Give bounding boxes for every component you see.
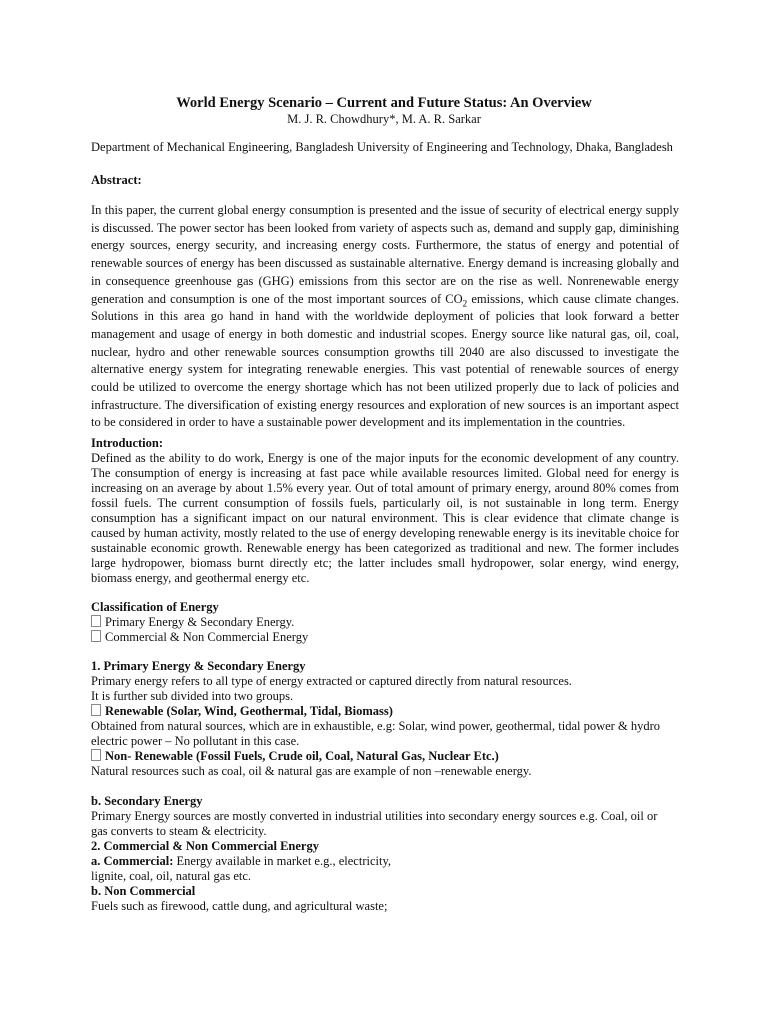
section-line: Natural resources such as coal, oil & natural gas are example of non –renewable energy. <box>91 764 532 778</box>
section-line: electric power – No pollutant in this case. <box>91 734 300 748</box>
checkbox-glyph-icon <box>91 615 101 627</box>
classification-heading: Classification of Energy <box>91 600 219 614</box>
section-heading: 1. Primary Energy & Secondary Energy <box>91 659 306 673</box>
classification-section <box>91 600 679 645</box>
primary-secondary-section <box>91 659 679 779</box>
section-line: Obtained from natural sources, which are in exhaustible, e.g: Solar, wind power, geothermal, tidal power & hydro <box>91 719 660 733</box>
secondary-energy-section <box>91 794 679 914</box>
classification-item: Commercial & Non Commercial Energy <box>91 630 679 645</box>
abstract-text-part2: emissions, which cause climate changes. Solutions in this area go hand in hand with the worldwide deployment of policies that look forward a better management and usage of energy in both domestic and industrial scopes. Energy source like natural gas, oil, coal, nuclear, hydro and other renewable sources consumption growths till 2040 are also discussed to investigate the alternative energy system for integrating renewable energies. This vast potential of renewable sources of energy could be utilized to overcome the energy shortage which has not been utilized properly due to lack of policies and infrastructure. The diversification of existing energy resources and exploration of new sources is an important aspect to be considered in order to have a sustainable power development and its implementation in the countries. <box>91 291 679 430</box>
section-line: It is further sub divided into two groups. <box>91 689 294 703</box>
section-heading: b. Secondary Energy <box>91 794 203 808</box>
section-heading: 2. Commercial & Non Commercial Energy <box>91 839 319 853</box>
abstract-body <box>91 202 679 432</box>
abstract-heading: Abstract: <box>91 173 142 187</box>
nonrenewable-heading: Non- Renewable (Fossil Fuels, Crude oil, Coal, Natural Gas, Nuclear Etc.) <box>91 749 679 764</box>
abstract-text-part1: In this paper, the current global energy consumption is presented and the issue of security of electrical energy supply is discussed. The power sector has been looked from variety of aspects such as, demand and supply gap, diminishing energy sources, energy security, and increasing energy costs. Furthermore, the status of energy and potential of renewable sources of energy has been discussed as sustainable alternative. Energy demand is increasing globally and in consequence greenhouse gas (GHG) emissions from this sector are on the rise as well. Nonrenewable energy generation and consumption is one of the most important sources of CO <box>91 203 679 306</box>
section-line: Primary Energy sources are mostly converted in industrial utilities into secondary energy sources e.g. Coal, oil or <box>91 809 658 823</box>
section-heading: b. Non Commercial <box>91 884 196 898</box>
checkbox-glyph-icon <box>91 704 101 716</box>
introduction-heading: Introduction: <box>91 436 164 450</box>
checkbox-glyph-icon <box>91 749 101 761</box>
section-line: Primary energy refers to all type of energy extracted or captured directly from natural resources. <box>91 674 572 688</box>
renewable-heading: Renewable (Solar, Wind, Geothermal, Tidal, Biomass) <box>91 704 679 719</box>
section-line: a. Commercial: Energy available in market e.g., electricity, <box>91 854 392 868</box>
section-line: gas converts to steam & electricity. <box>91 824 267 838</box>
section-line: lignite, coal, oil, natural gas etc. <box>91 869 252 883</box>
affiliation: Department of Mechanical Engineering, Bangladesh University of Engineering and Technology, Dhaka, Bangladesh <box>91 140 673 154</box>
paper-authors: M. J. R. Chowdhury*, M. A. R. Sarkar <box>287 112 481 126</box>
classification-item: Primary Energy & Secondary Energy. <box>91 615 679 630</box>
introduction-body: Defined as the ability to do work, Energy is one of the major inputs for the economic development of any country. The consumption of energy is increasing at fast pace while available resources limited. Global need for energy is increasing on an average by about 1.5% every year. Out of total amount of primary energy, around 80% comes from fossil fuels. The current consumption of fossils fuels, particularly oil, is not sustainable in long term. Energy consumption has a significant impact on our natural environment. This is clear evidence that climate change is caused by human activity, mostly related to the use of energy developing renewable energy is its inevitable choice for sustainable economic growth. Renewable energy has been categorized as traditional and new. The former includes large hydropower, biomass burnt directly etc; the latter includes small hydropower, solar energy, wind energy, biomass energy, and geothermal energy etc. <box>91 451 679 585</box>
paper-title: World Energy Scenario – Current and Future Status: An Overview <box>176 95 592 111</box>
checkbox-glyph-icon <box>91 630 101 642</box>
co2-subscript: 2 <box>462 298 468 309</box>
section-line: Fuels such as firewood, cattle dung, and agricultural waste; <box>91 899 388 913</box>
